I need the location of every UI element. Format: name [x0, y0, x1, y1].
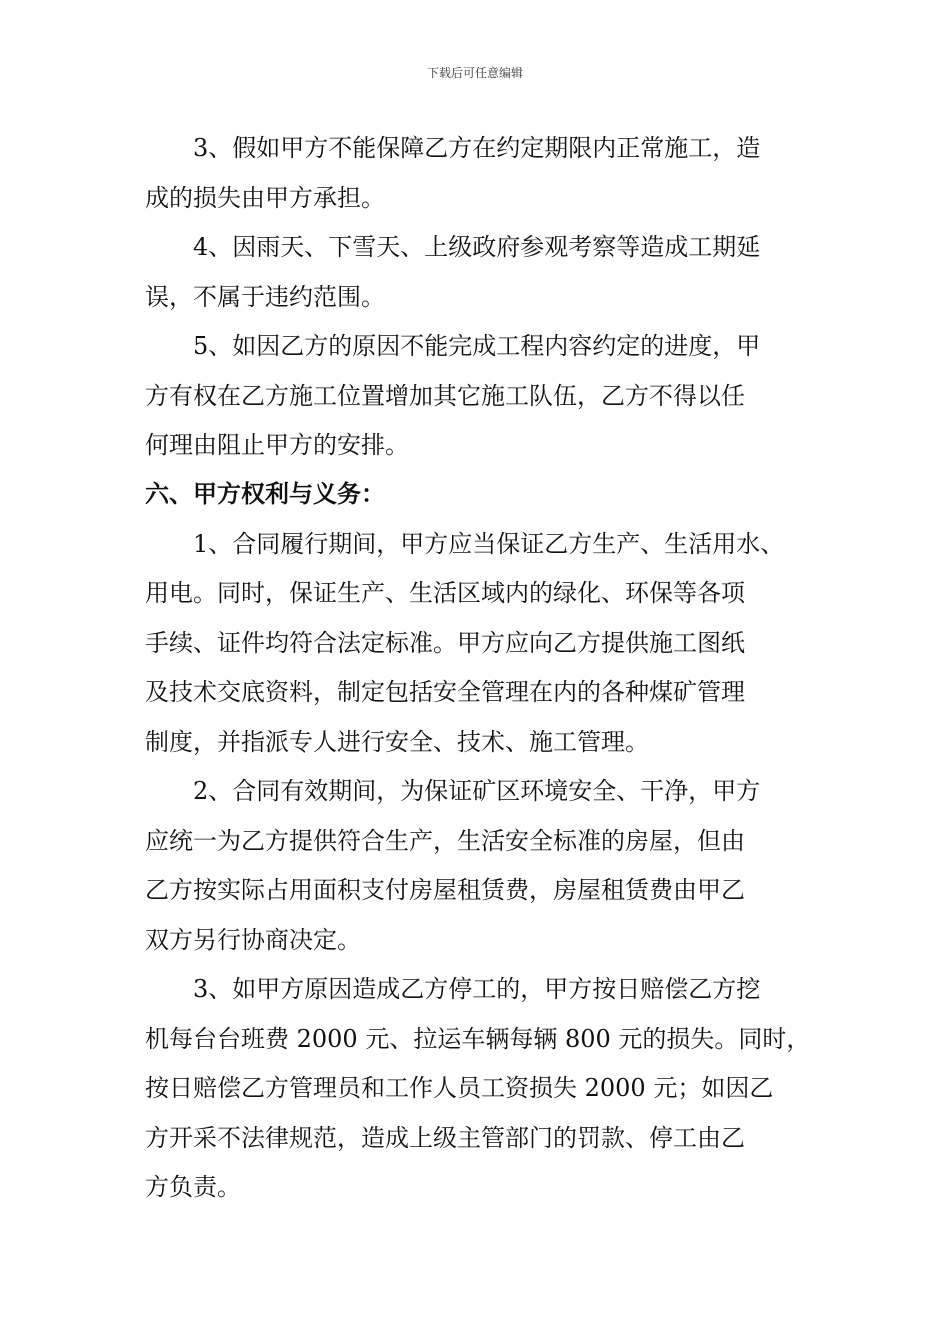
item-2-line-2: 应统一为乙方提供符合生产，生活安全标准的房屋，但由 — [145, 827, 745, 855]
item-1-line-1: 1、合同履行期间，甲方应当保证乙方生产、生活用水、 — [193, 530, 785, 558]
item-3-line-2: 机每台台班费 2000 元、拉运车辆每辆 800 元的损失。同时， — [145, 1025, 811, 1053]
item-2-line-3: 乙方按实际占用面积支付房屋租赁费，房屋租赁费由甲乙 — [145, 876, 745, 904]
clause-3-line-1: 3、假如甲方不能保障乙方在约定期限内正常施工，造 — [193, 134, 761, 162]
item-1-line-4: 及技术交底资料，制定包括安全管理在内的各种煤矿管理 — [145, 678, 745, 706]
section-heading-party-a-rights: 六、甲方权利与义务： — [145, 479, 385, 508]
clause-5-line-3: 何理由阻止甲方的安排。 — [145, 431, 409, 459]
clause-4-line-2: 误，不属于违约范围。 — [145, 283, 385, 311]
page-header: 下载后可任意编辑 — [426, 66, 523, 80]
item-3-line-5: 方负责。 — [145, 1173, 241, 1201]
clause-3-line-2: 成的损失由甲方承担。 — [145, 184, 385, 212]
item-1-line-5: 制度，并指派专人进行安全、技术、施工管理。 — [145, 728, 649, 756]
clause-5-line-2: 方有权在乙方施工位置增加其它施工队伍，乙方不得以任 — [145, 382, 745, 410]
clause-4-line-1: 4、因雨天、下雪天、上级政府参观考察等造成工期延 — [193, 233, 761, 261]
item-2-line-4: 双方另行协商决定。 — [145, 926, 361, 954]
clause-5-line-1: 5、如因乙方的原因不能完成工程内容约定的进度，甲 — [193, 332, 761, 360]
item-3-line-1: 3、如甲方原因造成乙方停工的，甲方按日赔偿乙方挖 — [193, 975, 761, 1003]
item-1-line-3: 手续、证件均符合法定标准。甲方应向乙方提供施工图纸 — [145, 629, 745, 657]
item-1-line-2: 用电。同时，保证生产、生活区域内的绿化、环保等各项 — [145, 579, 745, 607]
item-3-line-3: 按日赔偿乙方管理员和工作人员工资损失 2000 元；如因乙 — [145, 1074, 774, 1102]
item-2-line-1: 2、合同有效期间，为保证矿区环境安全、干净，甲方 — [193, 777, 761, 805]
item-3-line-4: 方开采不法律规范，造成上级主管部门的罚款、停工由乙 — [145, 1124, 745, 1152]
